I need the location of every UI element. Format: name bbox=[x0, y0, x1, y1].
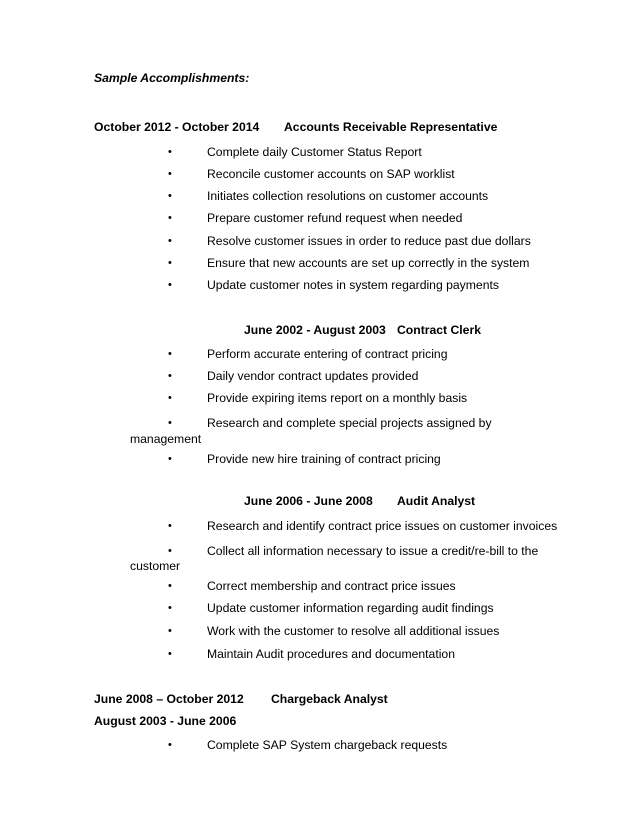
job-1-bullet-2 bbox=[0, 166, 638, 182]
job-3-bullet-6 bbox=[0, 646, 638, 662]
bullet-text: Maintain Audit procedures and documentation bbox=[207, 647, 455, 661]
bullet-icon: • bbox=[168, 190, 172, 202]
bullet-icon: • bbox=[168, 392, 172, 404]
job-1-title: Accounts Receivable Representative bbox=[284, 120, 498, 134]
job-1-bullet-4 bbox=[0, 210, 638, 226]
bullet-icon: • bbox=[168, 417, 172, 429]
section-heading: Sample Accomplishments: bbox=[94, 71, 250, 85]
bullet-text: Reconcile customer accounts on SAP worklist bbox=[207, 167, 455, 181]
job-1-dates: October 2012 - October 2014 bbox=[94, 120, 260, 134]
bullet-text: Research and identify contract price issues on customer invoices bbox=[207, 519, 558, 533]
job-3-bullet-2 bbox=[0, 543, 638, 559]
bullet-text: Correct membership and contract price issues bbox=[207, 579, 456, 593]
job-2-bullet-3 bbox=[0, 390, 638, 406]
bullet-icon: • bbox=[168, 520, 172, 532]
job-3-bullet-5 bbox=[0, 623, 638, 639]
job-1-bullet-7 bbox=[0, 277, 638, 293]
job-1-bullet-3 bbox=[0, 188, 638, 204]
job-3-bullet-4 bbox=[0, 600, 638, 616]
job-1-bullet-5 bbox=[0, 233, 638, 249]
bullet-text: Provide expiring items report on a monthly basis bbox=[207, 391, 468, 405]
bullet-icon: • bbox=[168, 580, 172, 592]
bullet-icon: • bbox=[168, 257, 172, 269]
job-3-bullet-1 bbox=[0, 518, 638, 534]
bullet-icon: • bbox=[168, 625, 172, 637]
bullet-text: Daily vendor contract updates provided bbox=[207, 369, 419, 383]
bullet-text: Update customer notes in system regarding payments bbox=[207, 278, 499, 292]
job-3-bullet-3 bbox=[0, 578, 638, 594]
bullet-text: Collect all information necessary to issue a credit/re-bill to the bbox=[207, 544, 539, 558]
job-4-bullet-1 bbox=[0, 737, 638, 753]
bullet-text: Work with the customer to resolve all additional issues bbox=[207, 624, 500, 638]
bullet-text: Complete daily Customer Status Report bbox=[207, 145, 422, 159]
bullet-icon: • bbox=[168, 348, 172, 360]
job-4-title: Chargeback Analyst bbox=[271, 692, 388, 706]
bullet-text: Complete SAP System chargeback requests bbox=[207, 738, 448, 752]
bullet-icon: • bbox=[168, 235, 172, 247]
job-2-bullet-5 bbox=[0, 451, 638, 467]
bullet-text: Provide new hire training of contract pricing bbox=[207, 452, 441, 466]
bullet-icon: • bbox=[168, 168, 172, 180]
bullet-text: Prepare customer refund request when needed bbox=[207, 211, 463, 225]
bullet-icon: • bbox=[168, 146, 172, 158]
bullet-text: Initiates collection resolutions on customer accounts bbox=[207, 189, 489, 203]
job-2-bullet-4-wrap: management bbox=[130, 432, 202, 446]
bullet-text: Resolve customer issues in order to reduce past due dollars bbox=[207, 234, 531, 248]
job-2-dates: June 2002 - August 2003 bbox=[244, 323, 386, 337]
bullet-text: Perform accurate entering of contract pricing bbox=[207, 347, 448, 361]
bullet-icon: • bbox=[168, 370, 172, 382]
job-3-title: Audit Analyst bbox=[397, 494, 476, 508]
job-3-bullet-2-wrap: customer bbox=[130, 559, 181, 573]
bullet-icon: • bbox=[168, 212, 172, 224]
bullet-text: Research and complete special projects assigned by bbox=[207, 416, 492, 430]
job-2-bullet-1 bbox=[0, 346, 638, 362]
bullet-icon: • bbox=[168, 545, 172, 557]
job-1-bullet-1 bbox=[0, 144, 638, 160]
job-4-dates-2: August 2003 - June 2006 bbox=[94, 714, 237, 728]
job-3-dates: June 2006 - June 2008 bbox=[244, 494, 373, 508]
bullet-icon: • bbox=[168, 453, 172, 465]
bullet-icon: • bbox=[168, 739, 172, 751]
bullet-text: Ensure that new accounts are set up correctly in the system bbox=[207, 256, 530, 270]
job-2-bullet-2 bbox=[0, 368, 638, 384]
job-1-bullet-6 bbox=[0, 255, 638, 271]
job-2-title: Contract Clerk bbox=[397, 323, 481, 337]
bullet-icon: • bbox=[168, 648, 172, 660]
bullet-text: Update customer information regarding audit findings bbox=[207, 601, 494, 615]
job-4-dates: June 2008 – October 2012 bbox=[94, 692, 244, 706]
job-2-bullet-4 bbox=[0, 415, 638, 431]
bullet-icon: • bbox=[168, 279, 172, 291]
bullet-icon: • bbox=[168, 602, 172, 614]
